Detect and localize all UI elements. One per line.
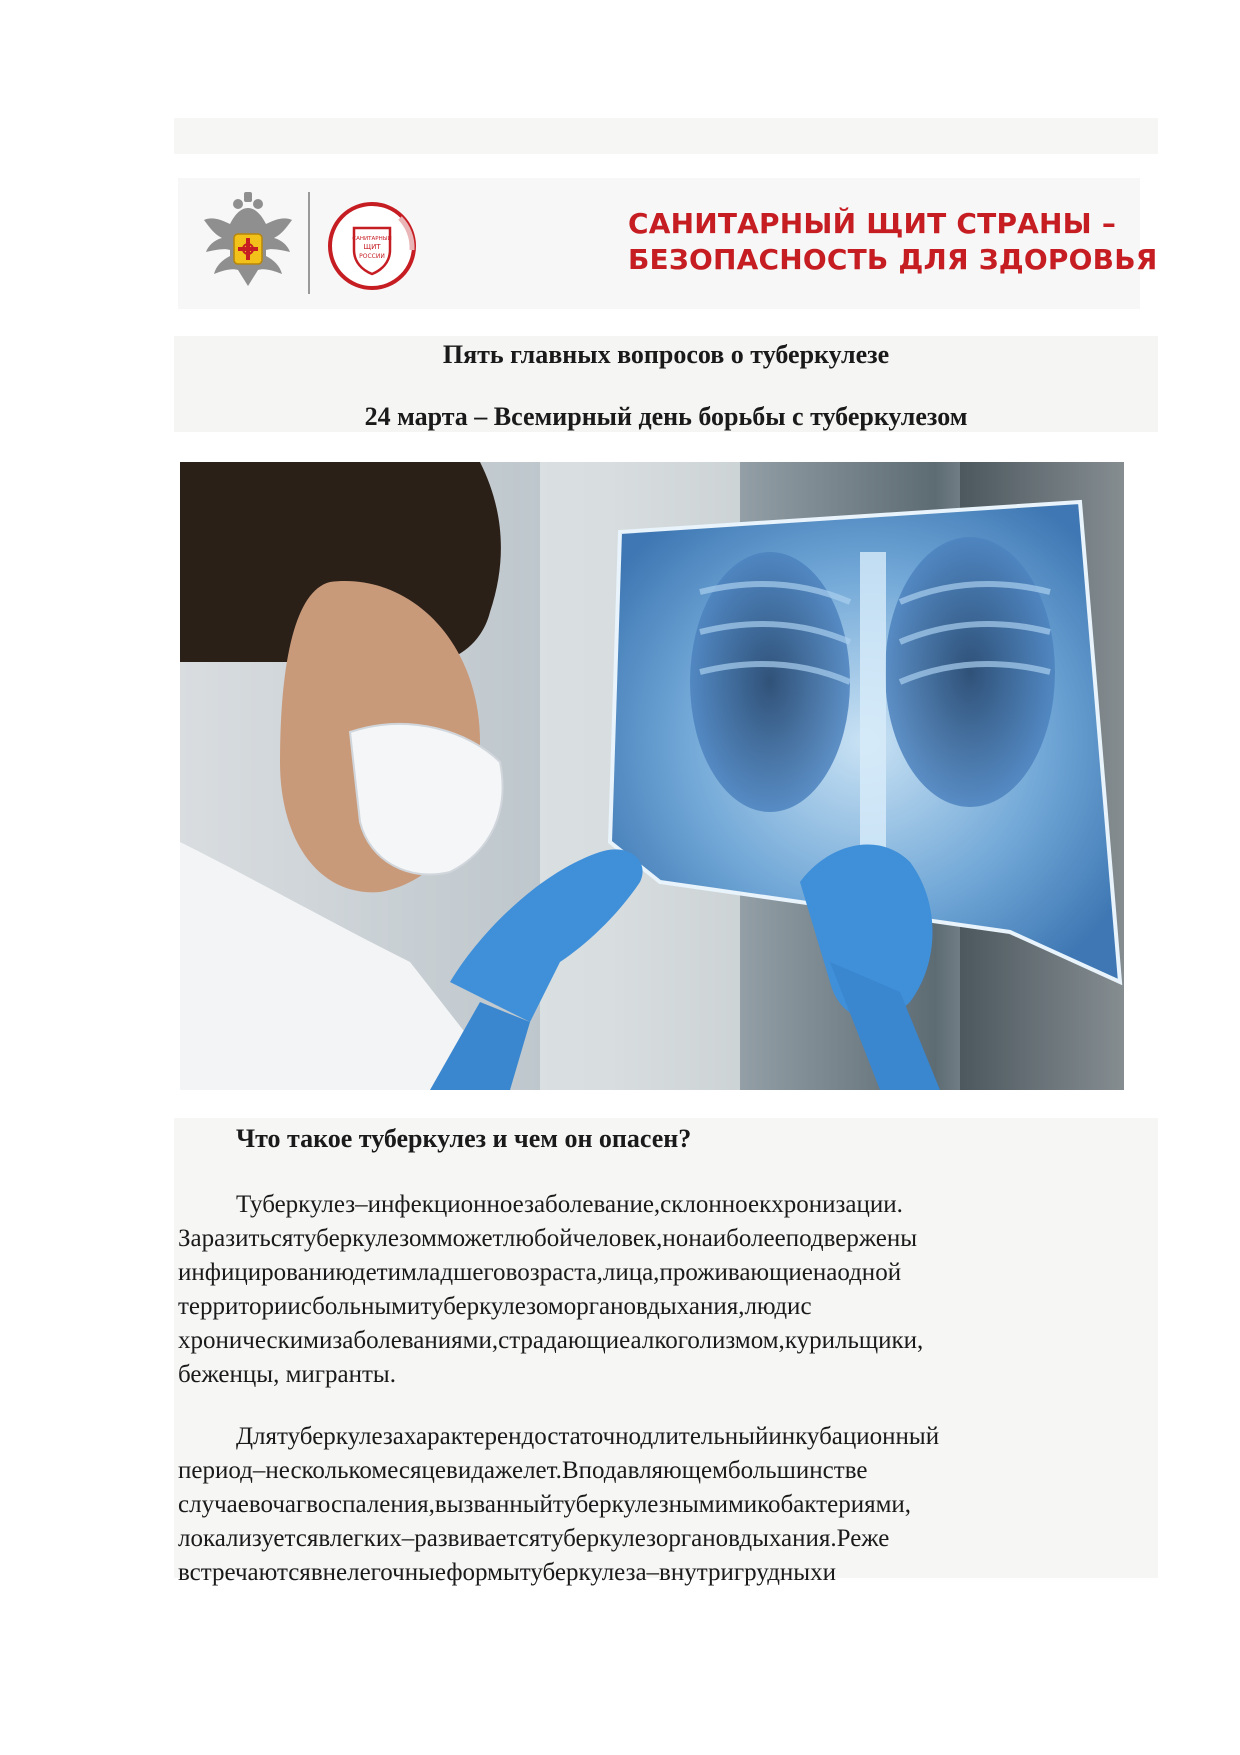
article-section xyxy=(174,1118,1158,1586)
titles-block xyxy=(174,336,1158,432)
top-band xyxy=(174,118,1158,154)
paragraph-2-line: случаевочагвоспаления,вызванныйтуберкулезнымимикобактериями, xyxy=(178,1491,912,1518)
logo-text-line2: ЩИТ xyxy=(363,243,381,251)
campaign-banner xyxy=(178,178,1158,309)
logo-text-line3: РОССИИ xyxy=(359,253,385,260)
paragraph-2-line: период–несколькомесяцевидажелет.Вподавляющембольшинстве xyxy=(178,1457,868,1484)
banner-headline-line1: САНИТАРНЫЙ ЩИТ СТРАНЫ – xyxy=(628,207,1117,240)
section-heading: Что такое туберкулез и чем он опасен? xyxy=(236,1124,692,1153)
doctor-xray-photo xyxy=(180,462,1124,1090)
paragraph-1-line: беженцы, мигранты. xyxy=(178,1361,396,1388)
banner-divider xyxy=(308,192,310,294)
banner-headline-line2: БЕЗОПАСНОСТЬ ДЛЯ ЗДОРОВЬЯ xyxy=(628,243,1158,276)
sanitary-shield-logo-icon xyxy=(326,200,418,292)
banner-headline xyxy=(628,206,1158,278)
paragraph-2 xyxy=(178,1420,1156,1590)
paragraph-1-line: Заразитьсятуберкулезомможетлюбойчеловек,нонаиболееподвержены xyxy=(178,1225,918,1252)
logo-text-line1: САНИТАРНЫЙ xyxy=(352,236,392,242)
double-headed-eagle-emblem-icon xyxy=(200,190,296,294)
page-title: Пять главных вопросов о туберкулезе xyxy=(442,340,890,369)
paragraph-1-line: Туберкулез–инфекционноезаболевание,склонноекхронизации. xyxy=(236,1191,903,1218)
paragraph-1-line: территориисбольнымитуберкулезоморгановдыхания,людис xyxy=(178,1293,812,1320)
paragraph-1-line: инфицированиюдетимладшеговозраста,лица,проживающиенаодной xyxy=(178,1259,902,1286)
paragraph-2-line: Длятуберкулезахарактерендостаточнодлительныйинкубационный xyxy=(236,1423,940,1450)
paragraph-1 xyxy=(178,1188,1156,1392)
paragraph-2-line: встречаютсявнелегочныеформытуберкулеза–внутригрудныхи xyxy=(178,1559,836,1586)
paragraph-2-line: локализуетсявлегких–развиваетсятуберкулезоргановдыхания.Реже xyxy=(178,1525,890,1552)
page-subtitle: 24 марта – Всемирный день борьбы с туберкулезом xyxy=(364,402,968,431)
paragraph-1-line: хроническимизаболеваниями,страдающиеалкоголизмом,курильщики, xyxy=(178,1327,924,1354)
